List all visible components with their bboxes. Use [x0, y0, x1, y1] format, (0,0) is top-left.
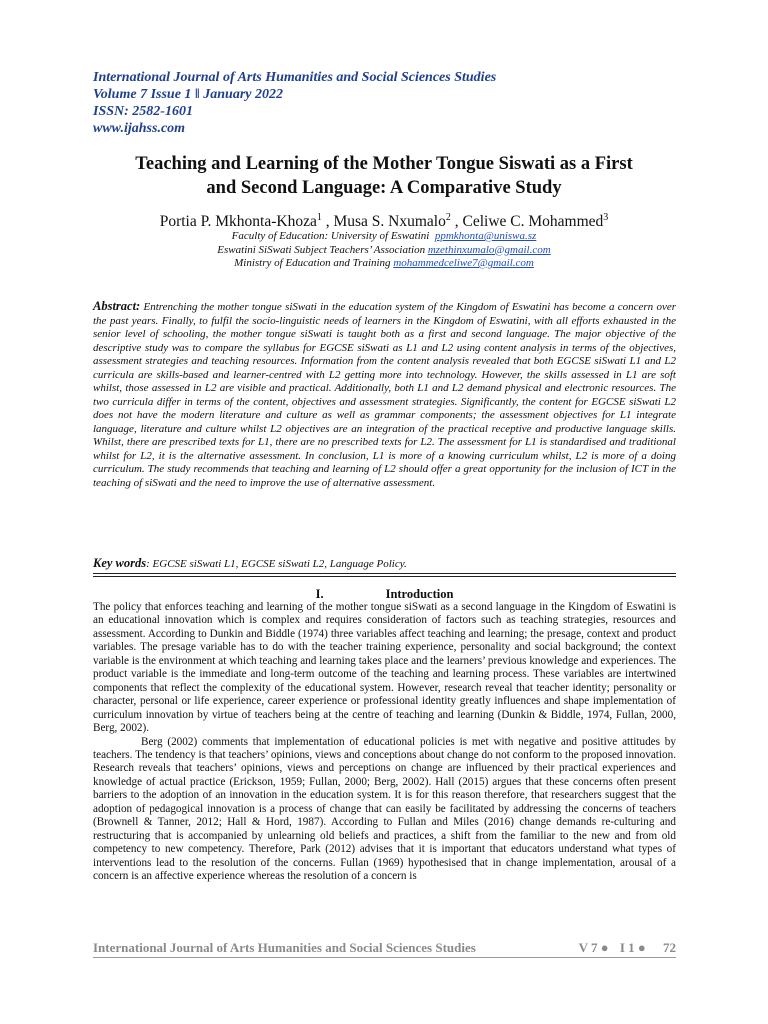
affiliation-line	[70, 230, 698, 244]
email-link[interactable]: mohammedceliwe7@gmail.com	[393, 257, 534, 269]
email-link[interactable]: ppmkhonta@uniswa.sz	[434, 230, 537, 242]
author-name: Portia P. Mkhonta-Khoza	[159, 213, 317, 231]
paragraph: Berg (2002) comments that implementation of educational policies is met with negative and positive attitudes by teachers. The tendency is that teachers’ opinions, views and conceptions about change do not conform to the proposed innovation. Research reveals that teachers’ opinions, views and perceptions on change are influenced by their practical experiences and knowledge of actual practice (Erickson, 1959; Fullan, 2000; Berg, 2002). Hall (2015) argues that these concerns often present barriers to the adoption of an innovation in the education system. It is for this reason therefore, that researchers suggest that the adoption of pedagogical innovation is a process of change that can easily be facilitated by addressing the concerns of teachers (Brownell & Tanner, 2012; Hall & Hord, 1987). According to Fullan and Miles (2016) change demands re-culturing and restructuring that is accompanied by unlearning old beliefs and practices, a shift from the familiar to the new and from old competency to new competency. Therefore, Park (2012) advises that it is important that educators understand what types of interventions lead to the resolution of the concerns. Fullan (1969) hypothesised that in change implementation, arousal of a concern is an affective experience whereas the resolution of a concern is	[93, 735, 676, 883]
body-text	[93, 601, 676, 884]
divider	[93, 576, 676, 577]
affiliation-text: Faculty of Education: University of Eswatini	[231, 230, 430, 242]
footer-rule	[93, 957, 676, 958]
paragraph: The policy that enforces teaching and learning of the mother tongue siSwati as a second language in the Kingdom of Eswatini is an educational innovation which is complex and requires consideration of factors such as teaching strategies, resources and assessment. According to Dunkin and Biddle (1974) three variables affect teaching and learning; the presage, context and product variables. The presage variable has to do with the teacher training experience, personality and social background; the context variable is the environment at which teaching and learning takes place and the learners’ previous knowledge and experiences. The product variable is the immediate and long-term outcome of the teaching and learning process. These variables are intertwined components that reflect the complexity of the educational system. However, research reveal that teacher identity; personality or character, personal or life experience, career experience or professional identity greatly influences and shape implementation of curriculum innovation by virtue of teachers being at the centre of teaching and learning (Dunkin & Biddle, 1974, Fullan, 2000, Berg, 2002).	[93, 601, 676, 735]
affiliation-line	[70, 257, 698, 271]
section-number: I.	[315, 587, 324, 601]
abstract	[93, 300, 676, 490]
section-heading	[93, 587, 676, 601]
keywords	[93, 556, 676, 571]
affiliations	[70, 230, 698, 271]
keywords-text: : EGCSE siSwati L1, EGCSE siSwati L2, Language Policy.	[146, 558, 407, 570]
title-line-1: Teaching and Learning of the Mother Tongue Siswati as a First	[135, 154, 633, 174]
footer-meta	[571, 940, 676, 956]
journal-volume: Volume 7 Issue 1 ǁ January 2022	[93, 87, 283, 102]
title-line-2: and Second Language: A Comparative Study	[206, 178, 562, 198]
page-footer	[93, 940, 676, 958]
divider	[93, 573, 676, 574]
abstract-text: Entrenching the mother tongue siSwati in the education system of the Kingdom of Eswatini has become a concern over the past years. Finally, to fulfil the socio-linguistic needs of learners in the Kingdom of Eswatini, with all efforts exhausted in the senior level of schooling, the mother tongue siSwati is taught both as a first and second language. The major objective of the descriptive study was to compare the syllabus for EGCSE siSwati as L1 and L2 using content analysis in terms of the objectives, assessment strategies and teaching resources. Information from the content analysis revealed that both EGCSE siSwati L1 and L2 curricula are skills-based and learner-centred with L2 getting more into technology. However, the skills assessed in L1 are soft whilst, those assessed in L2 are visible and practical. Additionally, both L1 and L2 demand physical and electronic resources. The two curricula differ in terms of the content, objectives and assessment strategies. Significantly, the content for EGCSE siSwati L2 does not have the modern literature and culture as well as grammar components; the assessment objectives for L1 integrate language, literature and culture whilst L2 objectives are an integration of the practical receptive and productive language skills. Whilst, there are prescribed texts for L1, there are no prescribed texts for L2. The assessment for L1 is standardised and traditional whilst for L2, it is the alternative assessment. In conclusion, L1 is more of a knowing curriculum whilst, L2 is more of a doing curriculum. The study recommends that teaching and learning of L2 should offer a great opportunity for the inclusion of ICT in the teaching of siSwati and the need to improve the use of alternative assessment.	[93, 301, 676, 489]
author-sup: 3	[603, 212, 609, 223]
footer-page-number: 72	[663, 940, 676, 955]
paper-title	[70, 152, 698, 200]
keywords-label: Key words	[93, 556, 147, 570]
footer-volume: V 7 ●	[578, 940, 609, 955]
journal-name: International Journal of Arts Humanities and Social Sciences Studies	[93, 70, 497, 85]
abstract-label: Abstract:	[93, 299, 141, 313]
affiliation-line	[70, 244, 698, 258]
footer-journal: International Journal of Arts Humanities and Social Sciences Studies	[93, 940, 476, 955]
journal-issn: ISSN: 2582-1601	[93, 104, 193, 119]
affiliation-text: Ministry of Education and Training	[234, 257, 391, 269]
author-name: Celiwe C. Mohammed	[462, 213, 604, 231]
section-title: Introduction	[385, 587, 454, 601]
journal-url[interactable]: www.ijahss.com	[93, 121, 186, 136]
footer-issue: I 1 ●	[619, 940, 646, 955]
email-link[interactable]: mzethinxumalo@gmail.com	[427, 243, 551, 256]
author-sup: 1	[316, 212, 322, 223]
author-list: Portia P. Mkhonta-Khoza$^1$ , Musa S. Nxumalo$^2$ , Celiwe C. Mohammed$^3$	[159, 212, 609, 231]
author-name: Musa S. Nxumalo	[333, 213, 446, 231]
author-sup: 2	[445, 212, 451, 223]
journal-header	[93, 69, 693, 137]
affiliation-text: Eswatini SiSwati Subject Teachers’ Association	[217, 243, 426, 256]
